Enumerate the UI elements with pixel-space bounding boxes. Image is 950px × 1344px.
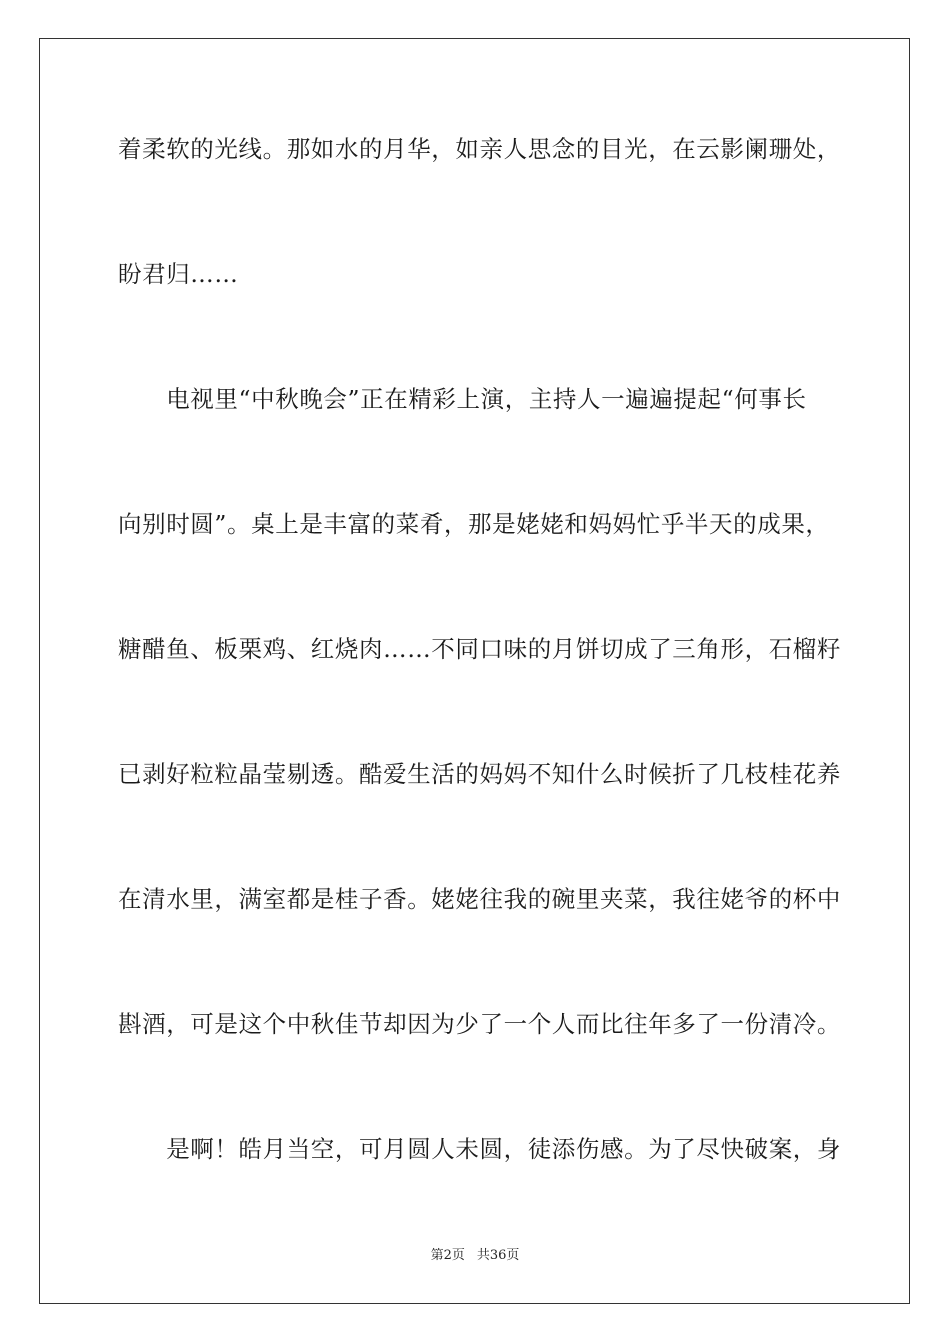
text-line: 向别时圆”。桌上是丰富的菜肴，那是姥姥和妈妈忙乎半天的成果， bbox=[118, 510, 830, 538]
page-footer bbox=[0, 1247, 950, 1265]
text-line: 盼君归…… bbox=[118, 260, 239, 288]
page-border bbox=[39, 38, 910, 1304]
text-line: 已剥好粒粒晶莹剔透。酷爱生活的妈妈不知什么时候折了几枝桂花养 bbox=[118, 760, 841, 788]
text-line: 在清水里，满室都是桂子香。姥姥往我的碗里夹菜，我往姥爷的杯中 bbox=[118, 885, 841, 913]
text-line: 是啊！皓月当空，可月圆人未圆，徒添伤感。为了尽快破案，身 bbox=[118, 1135, 841, 1163]
text-line: 电视里“中秋晚会”正在精彩上演，主持人一遍遍提起“何事长 bbox=[118, 385, 807, 413]
text-line: 糖醋鱼、板栗鸡、红烧肉……不同口味的月饼切成了三角形，石榴籽 bbox=[118, 635, 841, 663]
text-line: 着柔软的光线。那如水的月华，如亲人思念的目光，在云影阑珊处， bbox=[118, 135, 841, 163]
page-number: 第2页 bbox=[430, 1248, 465, 1263]
page-total: 共36页 bbox=[476, 1248, 520, 1263]
text-line: 斟酒，可是这个中秋佳节却因为少了一个人而比往年多了一份清冷。 bbox=[118, 1010, 841, 1038]
